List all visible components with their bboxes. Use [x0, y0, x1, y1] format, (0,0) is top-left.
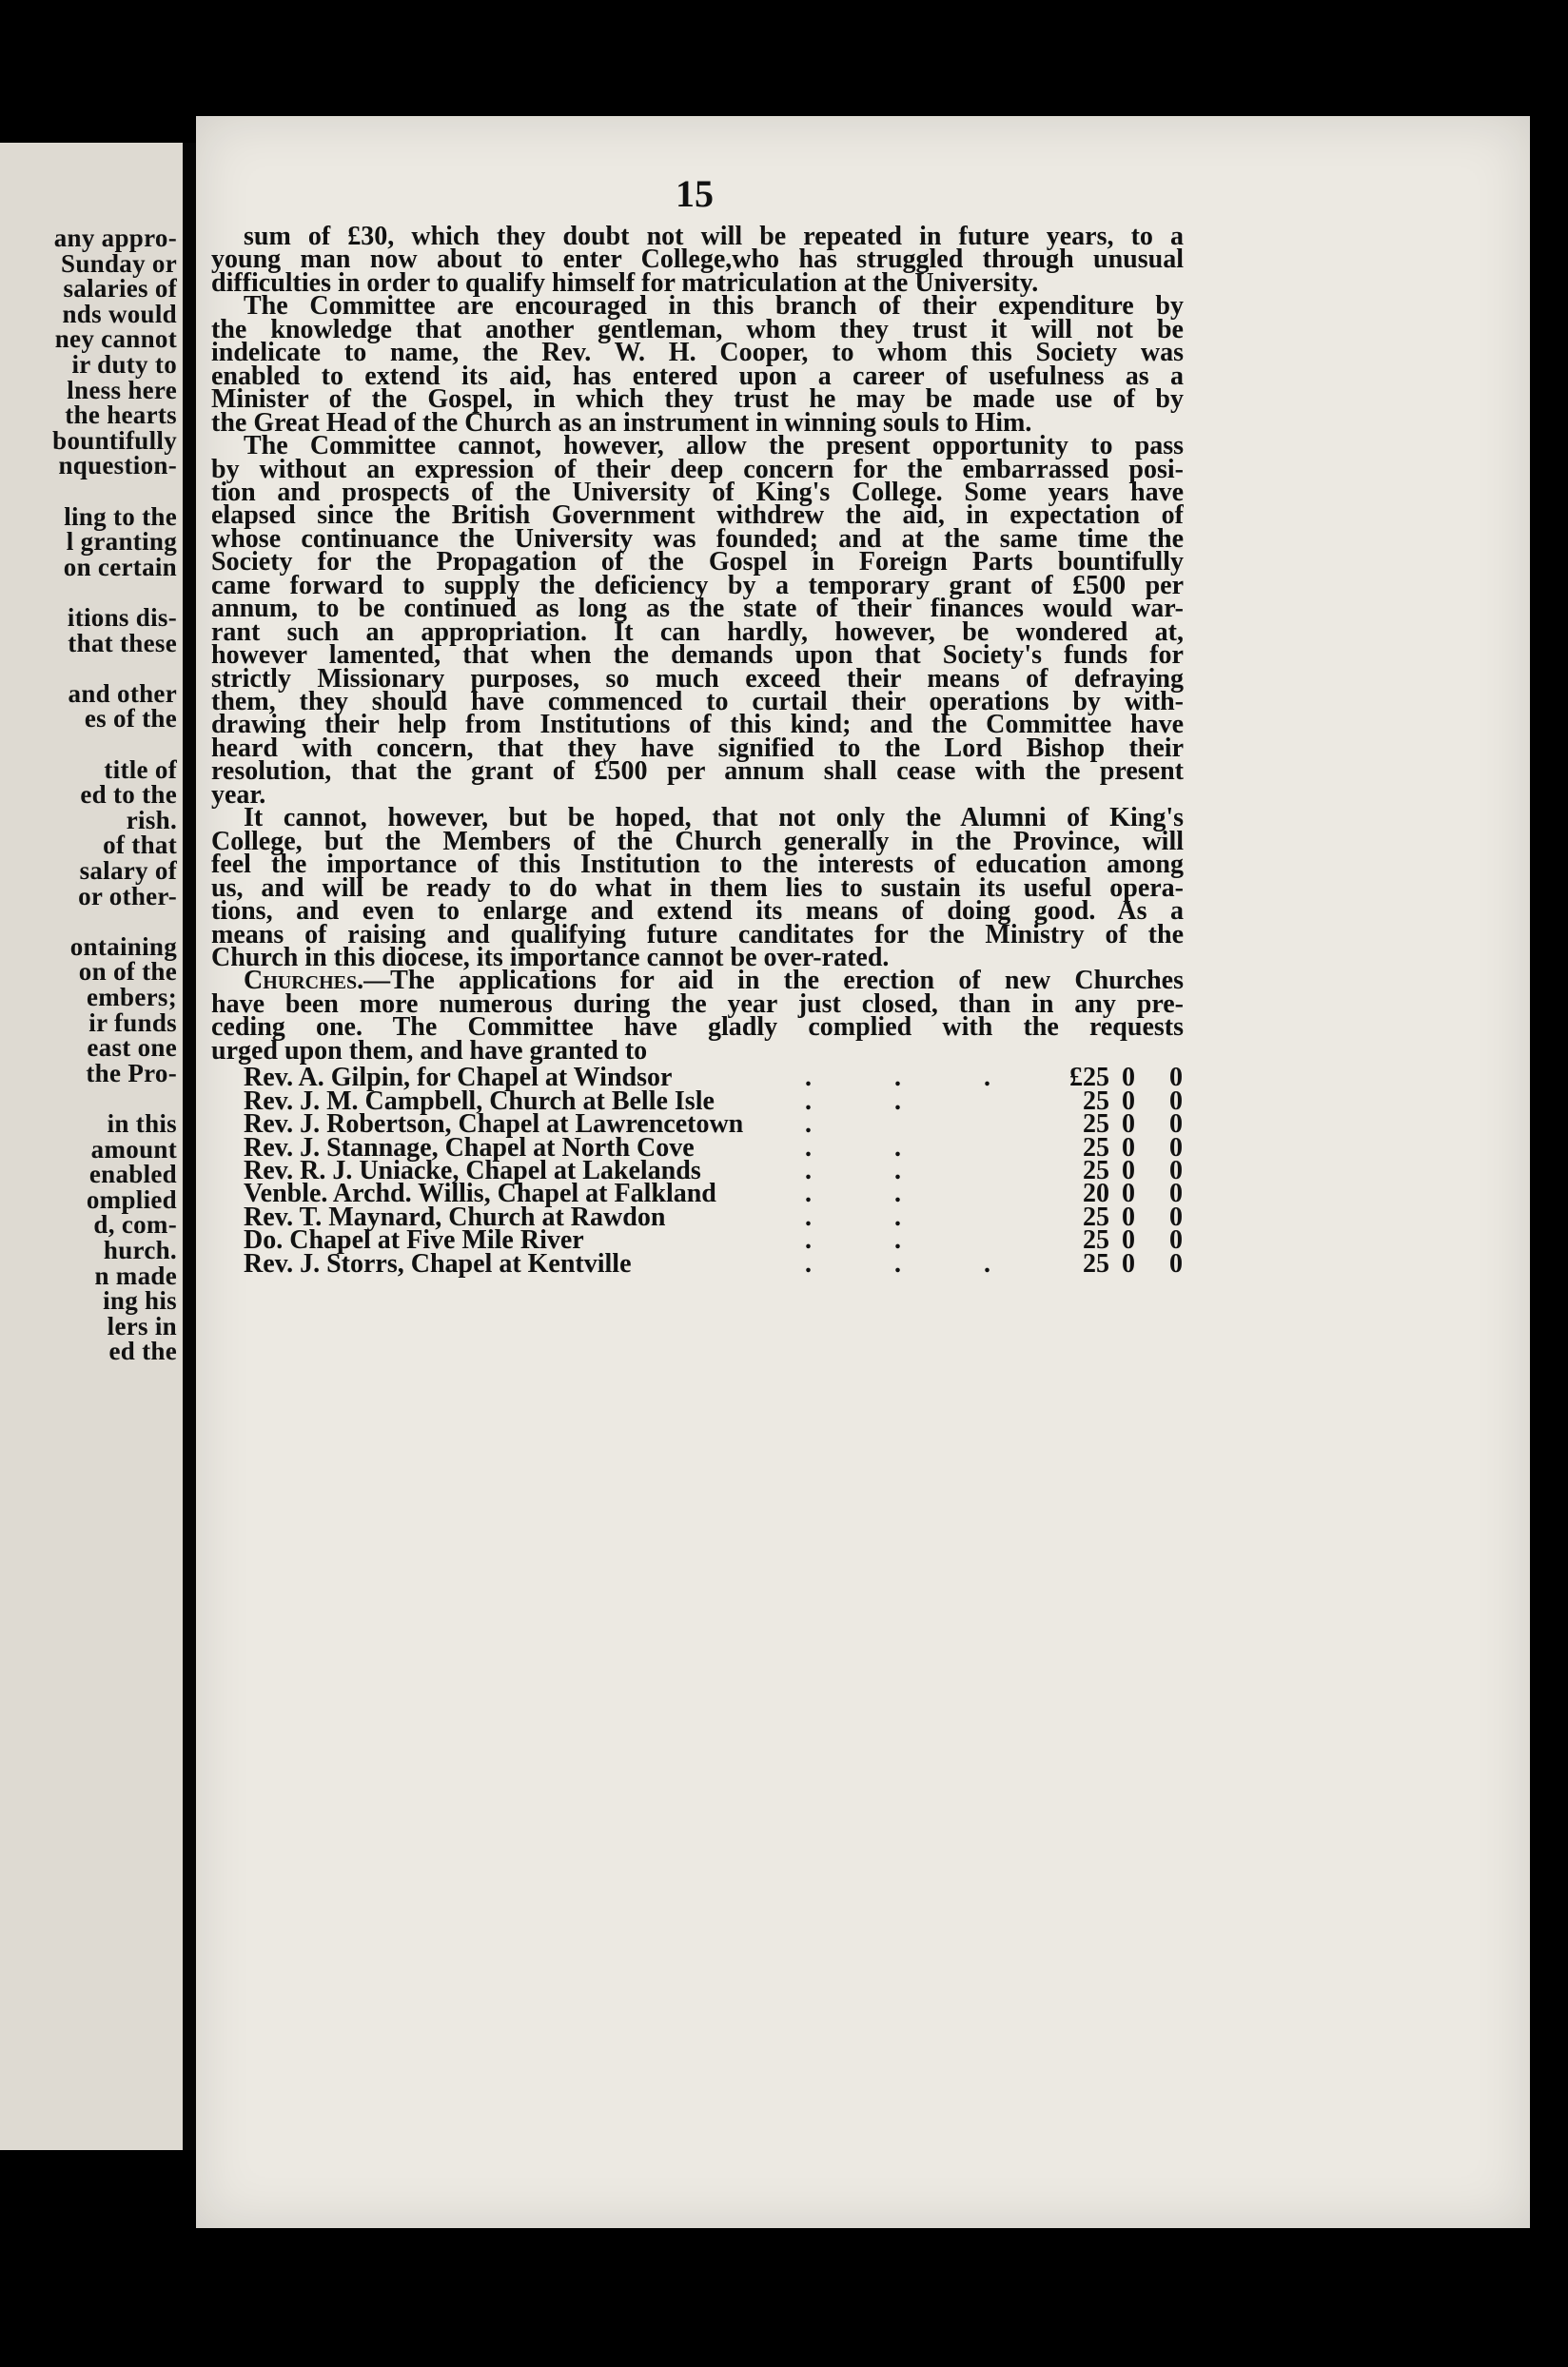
left-page-line: n made: [94, 1261, 177, 1290]
left-page-line: ney cannot: [54, 324, 177, 354]
grant-dots: . .: [805, 1132, 939, 1163]
text-line: came forward to supply the deficiency by a temporary grant of £500 per: [211, 570, 1184, 600]
grant-s: 0: [1122, 1248, 1135, 1279]
left-page-line: hurch.: [103, 1236, 177, 1264]
text-line: difficulties in order to qualify himself for matriculation at the University.: [211, 267, 1039, 298]
grant-amount: 20: [1083, 1179, 1109, 1209]
text-line: Minister of the Gospel, in which they trust he may be made use of by: [211, 384, 1184, 415]
grant-dots: .: [805, 1109, 850, 1140]
grant-amount: 25: [1083, 1248, 1109, 1279]
grant-s: 0: [1122, 1063, 1135, 1093]
text-line: heard with concern, that they have signified to the Lord Bishop their: [211, 733, 1184, 763]
left-page-line: Sunday or: [61, 248, 177, 278]
left-page-line: rish.: [126, 805, 177, 834]
left-page-line: in this: [107, 1109, 177, 1138]
text-line: The Committee are encouraged in this branch of their expenditure by: [244, 291, 1184, 322]
grant-name: Venble. Archd. Willis, Chapel at Falkland: [244, 1179, 716, 1209]
text-line: the Great Head of the Church as an instrument in winning souls to Him.: [211, 407, 1032, 438]
left-page-line: ling to the: [64, 501, 177, 531]
text-line: whose continuance the University was founded; and at the same time the: [211, 523, 1184, 554]
grant-name: Rev. R. J. Uniacke, Chapel at Lakelands: [244, 1156, 701, 1185]
grant-d: 0: [1169, 1086, 1183, 1116]
left-page-line: omplied: [86, 1184, 177, 1214]
grant-d: 0: [1169, 1109, 1183, 1140]
left-page-line: l granting: [66, 527, 177, 557]
grant-amount: 25: [1083, 1132, 1109, 1163]
grant-amount: £25: [1069, 1063, 1109, 1093]
text-line: young man now about to enter College,who has struggled through unusual: [211, 245, 1184, 275]
grant-amount: 25: [1083, 1156, 1109, 1185]
grant-amount: 25: [1083, 1086, 1109, 1116]
text-line: feel the importance of this Institution to the interests of education among: [211, 850, 1184, 880]
grant-s: 0: [1122, 1086, 1135, 1116]
grant-dots: . . .: [805, 1248, 1029, 1279]
text-line: sum of £30, which they doubt not will be repeated in future years, to a: [244, 222, 1184, 251]
text-line: drawing their help from Institutions of this kind; and the Committee have: [211, 710, 1184, 740]
left-page-line: enabled: [88, 1160, 177, 1189]
left-page-line: lers in: [107, 1311, 177, 1340]
grant-dots: . .: [805, 1179, 939, 1209]
text-line: however lamented, that when the demands upon that Society's funds for: [211, 640, 1184, 671]
grant-name: Rev. J. Storrs, Chapel at Kentville: [244, 1248, 632, 1279]
text-line: College, but the Members of the Church generally in the Province, will: [211, 826, 1184, 856]
left-page-line: on of the: [78, 957, 177, 987]
grant-name: Rev. J. M. Campbell, Church at Belle Isle: [244, 1086, 715, 1116]
left-page-line: on certain: [63, 552, 177, 581]
grant-d: 0: [1169, 1248, 1183, 1279]
grant-s: 0: [1122, 1109, 1135, 1140]
text-line: indelicate to name, the Rev. W. H. Cooper, to whom this Society was: [211, 338, 1184, 368]
text-line: The Committee cannot, however, allow the present opportunity to pass: [244, 431, 1184, 461]
left-page-line: or other-: [78, 881, 177, 910]
left-page-line: ed the: [108, 1337, 177, 1366]
text-line: tion and prospects of the University of King's College. Some years have: [211, 477, 1184, 507]
left-page-line: lness here: [67, 375, 177, 404]
grant-row: [234, 1248, 1195, 1281]
grant-name: Rev. T. Maynard, Church at Rawdon: [244, 1202, 666, 1232]
text-line: them, they should have commenced to curtail their operations by with-: [211, 687, 1184, 716]
grant-d: 0: [1169, 1132, 1183, 1163]
left-page-line: ir funds: [88, 1007, 177, 1037]
text-line: rant such an appropriation. It can hardly, however, be wondered at,: [211, 616, 1184, 647]
text-line: the knowledge that another gentleman, whom they trust it will not be: [211, 314, 1184, 344]
left-page-line: d, com-: [93, 1210, 177, 1240]
text-line: have been more numerous during the year just closed, than in any pre-: [211, 988, 1184, 1019]
grant-d: 0: [1169, 1225, 1183, 1256]
grant-s: 0: [1122, 1156, 1135, 1185]
grant-name: Do. Chapel at Five Mile River: [244, 1225, 584, 1256]
left-page-line: title of: [104, 754, 177, 784]
book-gutter: [183, 143, 196, 2150]
section-heading: Churches.: [244, 966, 364, 996]
grant-d: 0: [1169, 1156, 1183, 1185]
grant-dots: . .: [805, 1156, 939, 1185]
left-page-line: nds would: [62, 299, 177, 328]
text-line-content: —The applications for aid in the erection of new Churches: [363, 966, 1184, 996]
left-page-line: bountifully: [52, 425, 177, 455]
text-line: us, and will be ready to do what in them lies to sustain its useful opera-: [211, 872, 1184, 903]
grant-name: Rev. A. Gilpin, for Chapel at Windsor: [244, 1063, 673, 1093]
left-page-line: ed to the: [80, 780, 177, 810]
grant-dots: . .: [805, 1202, 939, 1232]
text-line: strictly Missionary purposes, so much exceed their means of defraying: [211, 663, 1184, 694]
left-page-line: that these: [68, 628, 177, 657]
left-page-line: any appro-: [53, 224, 177, 252]
left-page-line: amount: [90, 1134, 177, 1164]
page-number: 15: [676, 172, 714, 215]
left-page-line: es of the: [84, 704, 177, 734]
grant-amount: 25: [1083, 1225, 1109, 1256]
grant-s: 0: [1122, 1132, 1135, 1163]
left-page-line: salary of: [79, 856, 177, 885]
grant-s: 0: [1122, 1179, 1135, 1209]
left-page-line: ir duty to: [71, 350, 177, 379]
left-page-line: salaries of: [63, 274, 177, 303]
text-line: It cannot, however, but be hoped, that not only the Alumni of King's: [244, 803, 1184, 833]
grant-name: Rev. J. Stannage, Chapel at North Cove: [244, 1132, 695, 1163]
text-line: annum, to be continued as long as the state of their finances would war-: [211, 594, 1184, 624]
grant-amount: 25: [1083, 1109, 1109, 1140]
text-line: means of raising and qualifying future canditates for the Ministry of the: [211, 919, 1184, 949]
left-page-line: ontaining: [69, 931, 177, 961]
left-page-line: of that: [103, 831, 177, 860]
grant-dots: . . .: [805, 1063, 1029, 1093]
text-line: Society for the Propagation of the Gospel in Foreign Parts bountifully: [211, 547, 1184, 577]
left-page-line: the Pro-: [86, 1058, 177, 1087]
left-page-fragment: [0, 143, 183, 2150]
text-line: year.: [211, 779, 266, 810]
text-line: urged upon them, and have granted to: [211, 1035, 648, 1066]
grant-s: 0: [1122, 1225, 1135, 1256]
grant-s: 0: [1122, 1202, 1135, 1232]
left-page-line: itions dis-: [67, 603, 177, 632]
text-line: Church in this diocese, its importance cannot be over-rated.: [211, 942, 890, 972]
left-page-line: ing his: [103, 1286, 177, 1316]
left-page-line: east one: [87, 1033, 177, 1063]
grant-name: Rev. J. Robertson, Chapel at Lawrencetown: [244, 1109, 744, 1140]
text-line: tions, and even to enlarge and extend its means of doing good. As a: [211, 896, 1184, 927]
grant-d: 0: [1169, 1202, 1183, 1232]
text-line: resolution, that the grant of £500 per annum shall cease with the present: [211, 756, 1184, 787]
left-page-line: and other: [68, 678, 177, 708]
grant-amount: 25: [1083, 1202, 1109, 1232]
text-line: ceding one. The Committee have gladly complied with the requests: [211, 1012, 1184, 1043]
left-page-line: nquestion-: [58, 451, 177, 480]
grant-d: 0: [1169, 1063, 1183, 1093]
grant-dots: . .: [805, 1086, 939, 1116]
grant-d: 0: [1169, 1179, 1183, 1209]
left-page-line: the hearts: [65, 401, 177, 430]
grant-dots: . .: [805, 1225, 939, 1256]
text-line: enabled to extend its aid, has entered upon a career of usefulness as a: [211, 361, 1184, 391]
text-line: elapsed since the British Government withdrew the aid, in expectation of: [211, 500, 1184, 531]
left-page-line: embers;: [86, 983, 177, 1011]
text-line: by without an expression of their deep concern for the embarrassed posi-: [211, 454, 1184, 484]
